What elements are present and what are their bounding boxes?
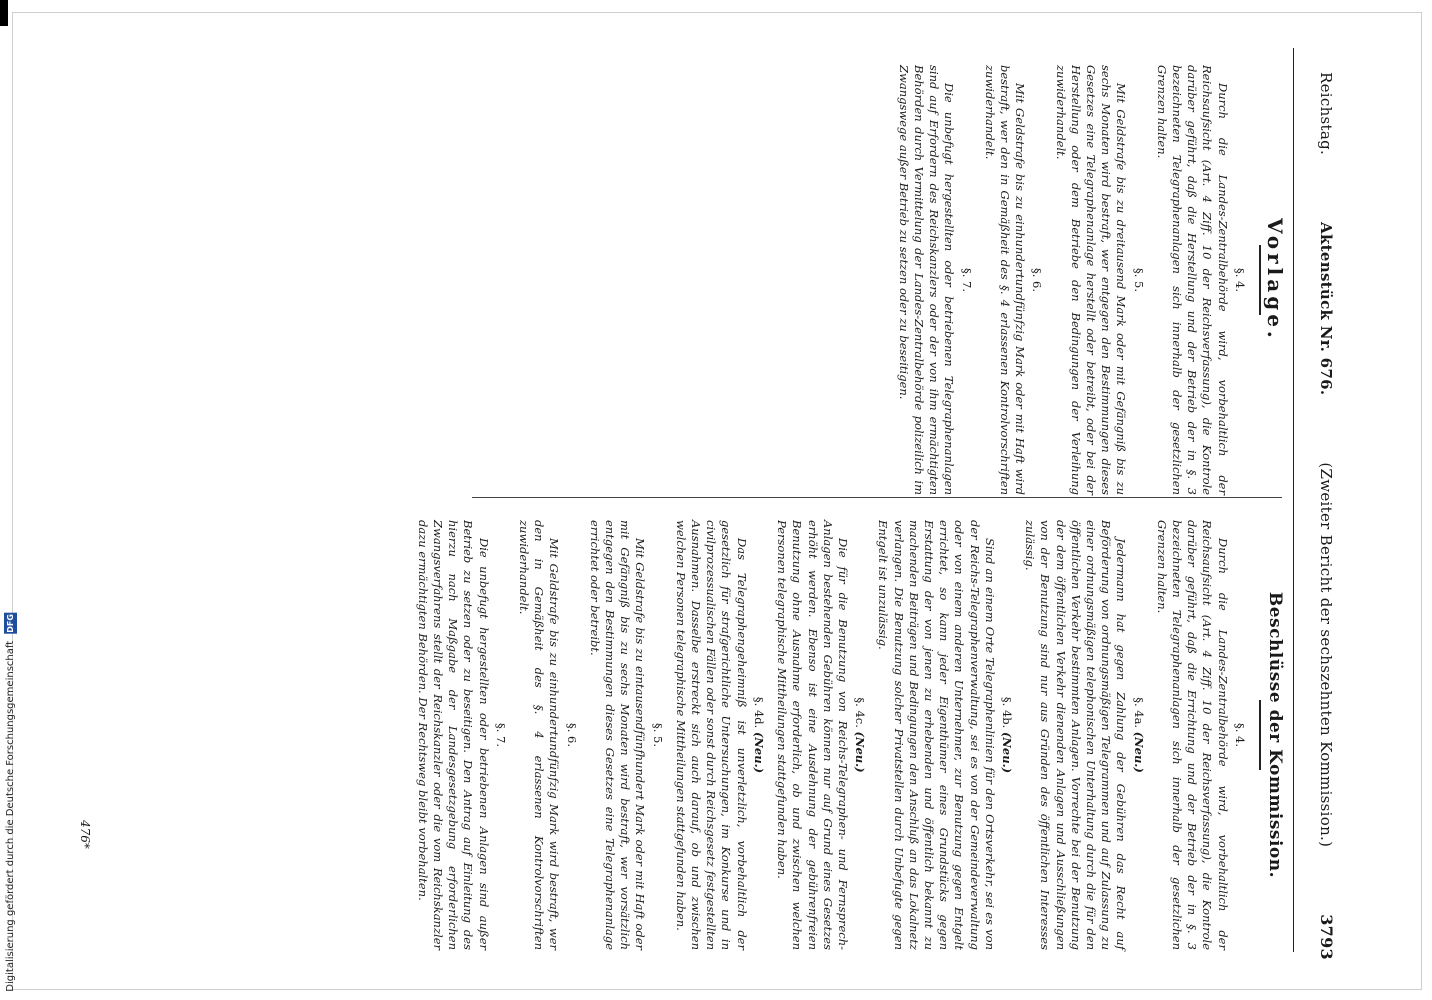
left-column (894, 65, 1287, 495)
section-heading (751, 520, 766, 950)
section-text: Die für die Benutzung von Reichs-Telegraphen- und Fernsprech-Anlagen bestehenden Gebühren können nur auf Grund eines Gesetzes erhöht werden. Ebenso ist eine Ausdehnung der gebührenfreien Benutzung ohne Ausnahme erforderlich, ob und zwischen welchen Personen telegraphische Mittheilungen stattgefunden haben. (775, 520, 850, 950)
section-text: Das Telegraphengeheimniß ist unverletzlich, vorbehaltlich der gesetzlich für strafgerichtliche Untersuchungen, im Konkurse und in civilprozessualischen Fällen oder sonst durch Reichsgesetz festgestellten Ausnahmen. Dasselbe erstreckt sich auch darauf, ob und zwischen welchen Personen telegraphische Mittheilungen stattgefunden haben. (673, 520, 749, 950)
section-heading (852, 520, 867, 950)
section-tag: (Neu.) (1131, 731, 1146, 773)
credit-text: Digitalisierung gefördert durch die Deutsche Forschungsgemeinschaft (4, 641, 16, 992)
section-heading (958, 65, 973, 495)
section-text: Mit Geldstrafe bis zu einhundertundfünfzig Mark wird bestraft, wer den in Gemäßheit des §. 4 erlassenen Kontrolvorschriften zuwiderhandelt. (517, 520, 562, 950)
page-number: 3793 (1317, 914, 1336, 960)
section-text: Mit Geldstrafe bis zu einhundertundfünfzig Mark oder mit Haft wird bestraft, wer den in Gemäßheit des §. 4 erlassenen Kontrolvorschriften zuwiderhandelt. (982, 65, 1028, 495)
section-number: §. 7. (959, 267, 974, 293)
section-number: §. 4. (1232, 267, 1247, 293)
section-number: §. 4c. (853, 697, 868, 728)
section-tag: (Neu.) (751, 731, 766, 774)
section-text: Durch die Landes-Zentralbehörde wird, vorbehaltlich der Reichsaufsicht (Art. 4 Ziff. 10 der Reichsverfassung), die Kontrole darüber geführt, daß die Herstellung und der Betrieb der in §. 3 bezeichneten Telegraphenanlagen sich innerhalb der gesetzlichen Grenzen halten. (1154, 65, 1230, 495)
dfg-logo: DFG (5, 614, 15, 633)
section-text: Mit Geldstrafe bis zu eintausendfünfhundert Mark oder mit Haft oder mit Gefängniß bis zu sechs Monaten wird bestraft, wer vorsätzlich entgegen den Bestimmungen dieses Gesetzes eine Telegraphenanlage errichtet oder betreibt. (587, 520, 648, 950)
header-left: Reichstag. (1317, 72, 1335, 156)
header-right: (Zweiter Bericht der sechszehnten Kommission.) (1317, 462, 1335, 848)
section-number: §. 7. (493, 722, 508, 748)
page-signature: 476* (78, 820, 92, 849)
section-number: §. 4a. (1131, 697, 1146, 729)
section-heading (1130, 65, 1145, 495)
right-column-title: Beschlüsse der Kommission. (1265, 591, 1285, 879)
section-number: §. 5. (1131, 267, 1146, 293)
section-heading (999, 520, 1014, 950)
section-tag: (Neu.) (853, 731, 868, 773)
section-text: Die unbefugt hergestellten oder betriebenen Anlagen sind außer Betrieb zu setzen oder zu beseitigen. Den Antrag auf Einleitung des hierzu nach Maßgabe der Landesgesetzgebung erforderlichen Zwangsverfahrens stellt der Reichskanzler oder die vom Reichskanzler dazu ermächtigten Behörden. Der Rechtsweg bleibt vorbehalten. (415, 520, 491, 950)
column-divider (472, 497, 1282, 498)
section-heading (563, 520, 578, 950)
section-heading (1029, 65, 1044, 495)
right-column (413, 520, 1285, 950)
section-number: §. 4b. (999, 696, 1014, 729)
section-text: Jedermann hat gegen Zahlung der Gebühren das Recht auf Beförderung von ordnungsmäßigen Telegrammen und auf Zulassung zu einer ordnungsmäßigen telephonischen Unterhaltung durch die für den öffentlichen Verkehr bestimmten Anlagen. Vorrechte bei der Benutzung der dem öffentlichen Verkehr dienenden Anlagen und Ausschließungen von der Benutzung sind nur aus Gründen des öffentlichen Interesses zulässig. (1023, 520, 1129, 950)
section-number: §. 6. (1030, 267, 1045, 293)
header-rule (1293, 48, 1294, 952)
section-tag: (Neu.) (999, 731, 1014, 774)
page-header (1317, 72, 1336, 960)
section-number: §. 5. (650, 722, 665, 748)
section-heading (493, 520, 508, 950)
section-number: §. 6. (564, 722, 579, 748)
section-heading (1232, 65, 1247, 495)
section-text: Mit Geldstrafe bis zu dreitausend Mark oder mit Gefängniß bis zu sechs Monaten wird bestraft, wer entgegen den Bestimmungen dieses Gesetzes eine Telegraphenanlage herstellt oder betreibt, oder bei der Herstellung oder dem Betriebe den Bedingungen der Verleihung zuwiderhandelt. (1053, 65, 1129, 495)
section-number: §. 4. (1232, 722, 1247, 748)
section-heading (649, 520, 664, 950)
header-middle: Aktenstück Nr. 676. (1317, 222, 1335, 396)
title-rule (1259, 245, 1261, 315)
section-number: §. 4d. (751, 696, 766, 729)
title-rule (1259, 700, 1261, 770)
section-heading (1232, 520, 1247, 950)
section-text: Die unbefugt hergestellten oder betriebenen Telegraphenanlagen sind auf Erfordern des Reichskanzlers oder der von ihm ermächtigten Behörden durch Vermittelung der Landes-Zentralbehörde polizeilich im Zwangswege außer Betrieb zu setzen oder zu beseitigen. (896, 65, 957, 495)
section-heading (1130, 520, 1145, 950)
left-column-title: Vorlage. (1263, 218, 1287, 342)
section-text: Durch die Landes-Zentralbehörde wird, vorbehaltlich der Reichsaufsicht (Art. 4 Ziff. 10 der Reichsverfassung), die Kontrole darüber geführt, daß die Errichtung und der Betrieb der in §. 3 bezeichneten Telegraphenanlagen sich innerhalb der gesetzlichen Grenzen halten. (1154, 520, 1230, 950)
section-text: Sind an einem Orte Telegraphenlinien für den Ortsverkehr, sei es von der Reichs-Telegraphenverwaltung, sei es von der Gemeindeverwaltung oder von einem anderen Unternehmer, zur Benutzung gegen Entgelt errichtet, so kann jeder Eigenthümer eines Grundstücks gegen Erstattung der von jenen zu erhebenden und öffentlich bekannt zu machenden Beiträgen und Bedingungen den Anschluß an das Lokalnetz verlangen. Die Benutzung solcher Privatstellen durch Unbefugte gegen Entgelt ist unzulässig. (876, 520, 997, 950)
